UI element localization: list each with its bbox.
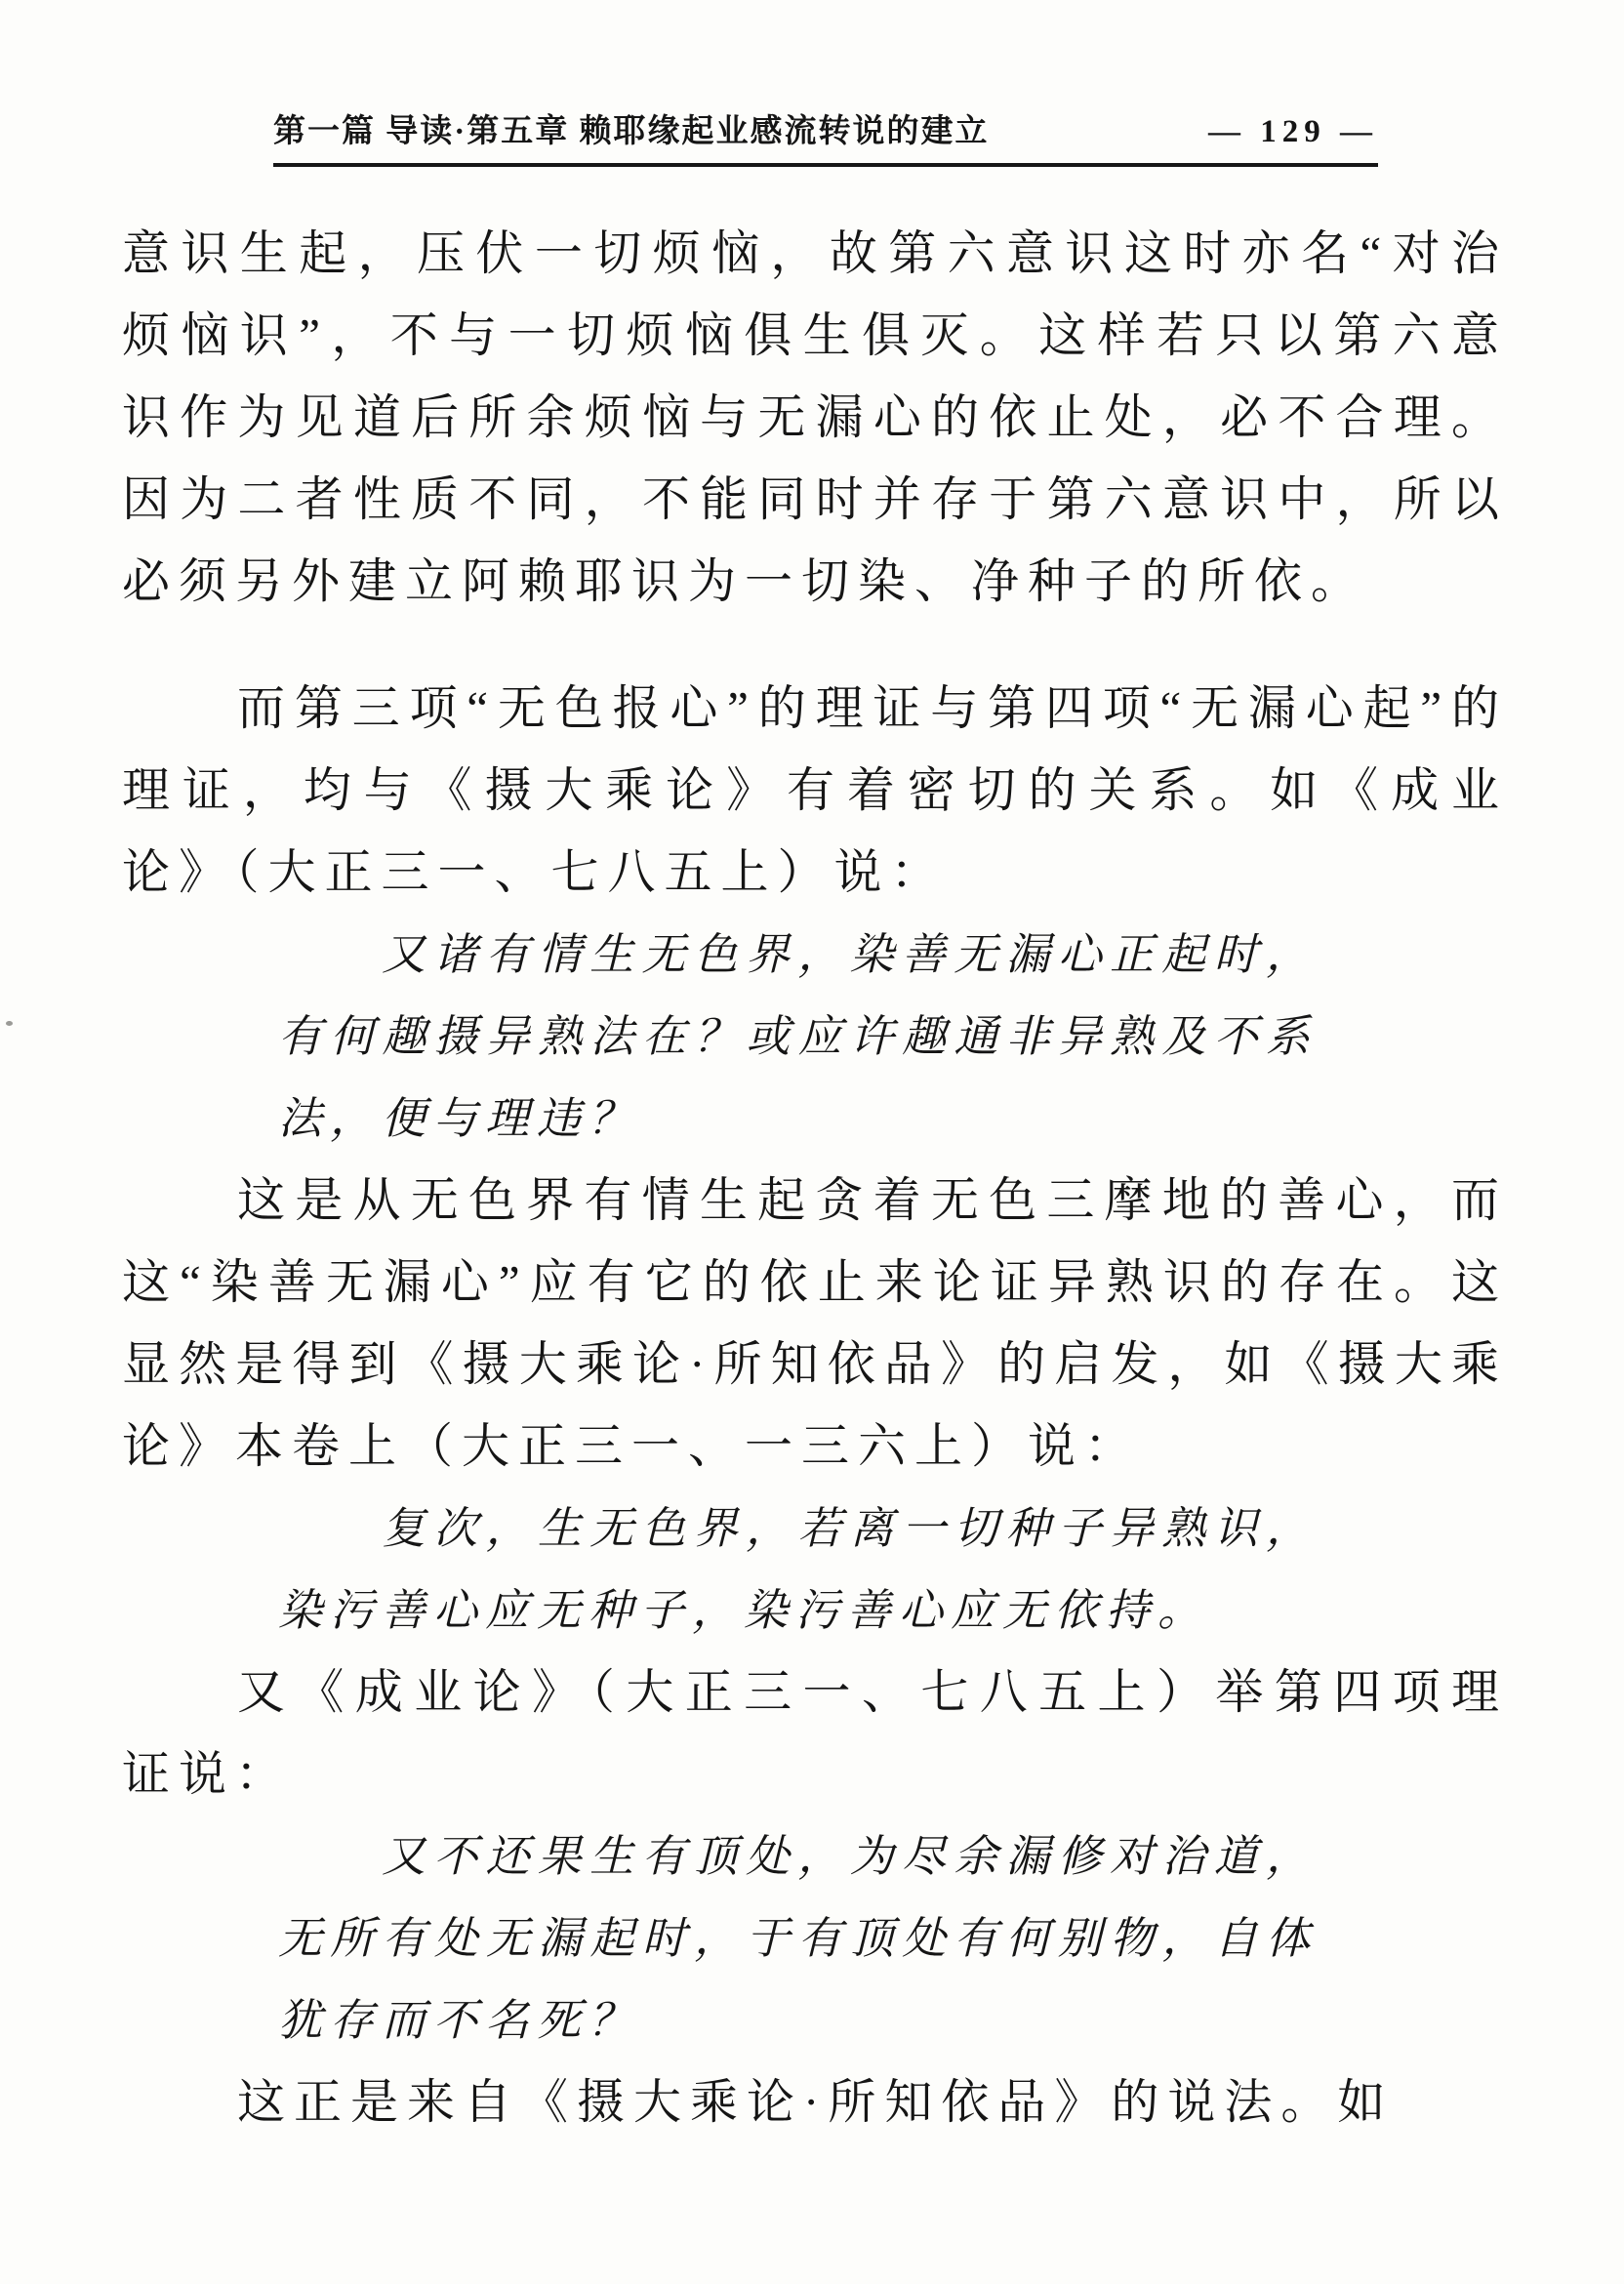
paragraph: 又《成业论》（大正三一、七八五上）举第四项理证说： <box>122 1665 1508 1801</box>
page-number: — 129 — <box>1208 114 1378 149</box>
scan-artifact <box>6 1021 13 1026</box>
chapter-title: 第一篇 导读·第五章 赖耶缘起业感流转说的建立 <box>273 114 990 149</box>
paragraph-continuation: 意识生起，压伏一切烦恼，故第六意识这时亦名“对治烦恼识”，不与一切烦恼俱生俱灭。这样若只以第六意识作为见道后所余烦恼与无漏心的依止处，必不合理。因为二者性质不同，不能同时并存于第六意识中，所以必须另外建立阿赖耶识为一切染、净种子的所依。 <box>122 226 1508 608</box>
paragraph: 这是从无色界有情生起贪着无色三摩地的善心，而这“染善无漏心”应有它的依止来论证异熟识的存在。这显然是得到《摄大乘论·所知依品》的启发，如《摄大乘论》本卷上（大正三一、一三六上）说： <box>122 1173 1508 1473</box>
block-quote: 复次，生无色界，若离一切种子异熟识，染污善心应无种子，染污善心应无依持。 <box>278 1504 1318 1635</box>
page-body <box>122 213 1508 2143</box>
block-quote: 又不还果生有顶处，为尽余漏修对治道，无所有处无漏起时，于有顶处有何别物，自体犹存而不名死？ <box>278 1832 1318 2045</box>
running-header <box>273 105 1378 167</box>
paragraph: 这正是来自《摄大乘论·所知依品》的说法。如 <box>237 2075 1395 2129</box>
block-quote: 又诸有情生无色界，染善无漏心正起时，有何趣摄异熟法在？或应许趣通非异熟及不系法，便与理违？ <box>278 930 1318 1143</box>
paragraph: 而第三项“无色报心”的理证与第四项“无漏心起”的理证，均与《摄大乘论》有着密切的关系。如《成业论》（大正三一、七八五上）说： <box>122 681 1508 899</box>
